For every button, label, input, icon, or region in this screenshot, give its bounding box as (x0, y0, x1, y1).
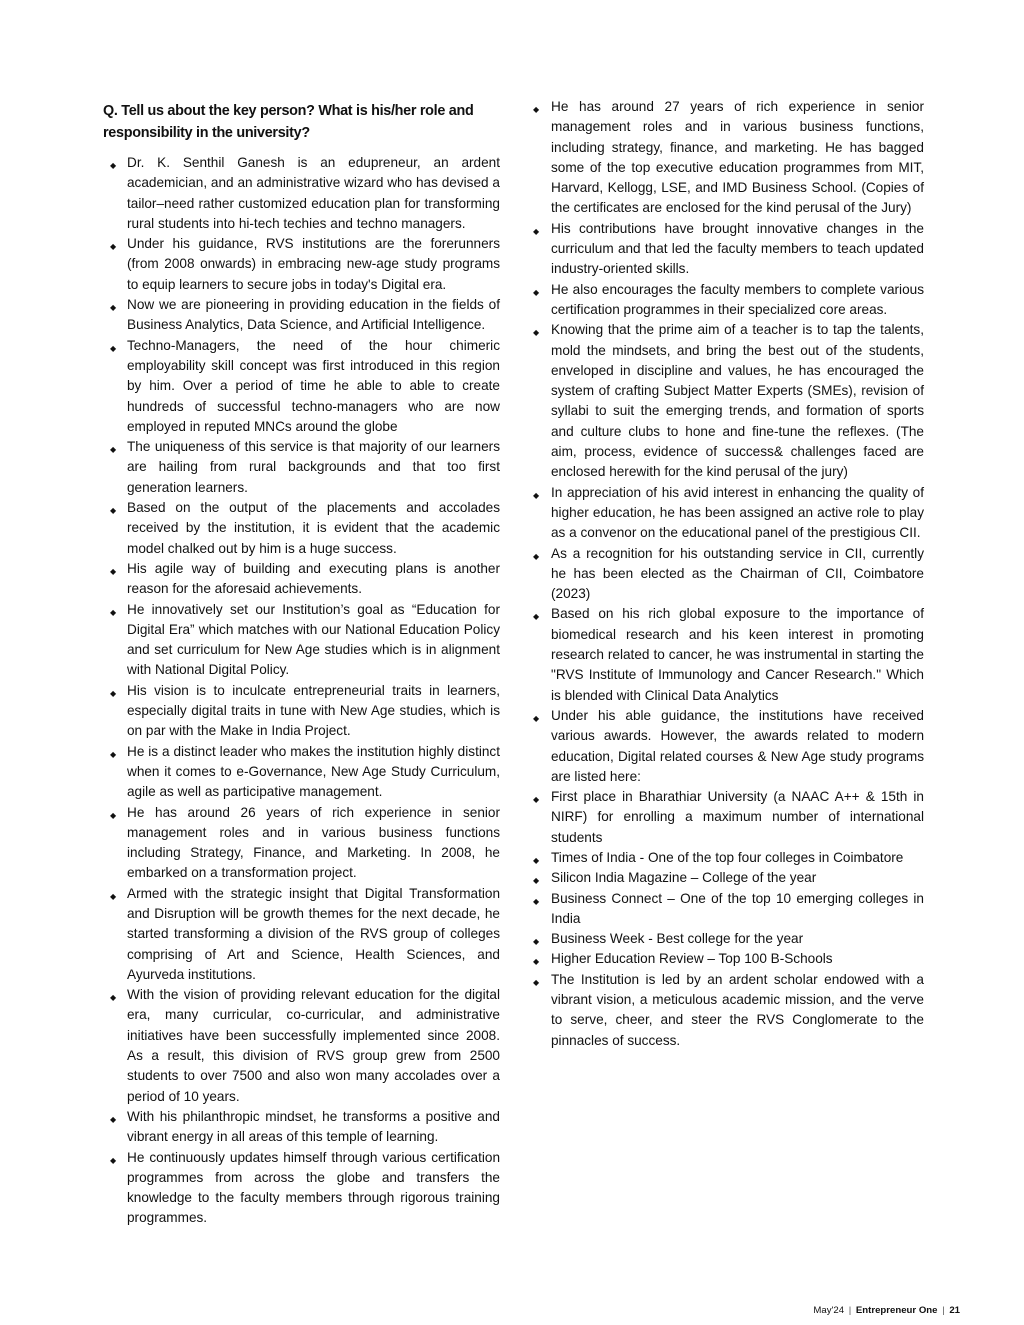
list-item (103, 336, 500, 437)
diamond-bullet-icon: ◆ (110, 688, 117, 698)
list-item (103, 742, 500, 803)
list-item (103, 1148, 500, 1229)
list-item (531, 889, 924, 930)
bullet-text: Armed with the strategic insight that Digital Transformation and Disruption will be growth themes for the next decade, he started transforming a division of the RVS group of colleges comprising of Art and Science, Health Sciences, and Ayurveda institutions. (127, 885, 500, 982)
diamond-bullet-icon: ◆ (110, 242, 117, 252)
bullet-text: Based on the output of the placements and accolades received by the institution, it is evident that the academic model chalked out by him is a huge success. (127, 500, 500, 556)
bullet-text: He has around 27 years of rich experience in senior management roles and in various business functions, including strategy, finance, and marketing. He has bagged some of the top executive education programmes from MIT, Harvard, Kellogg, LSE, and IMD Business School. (Copies of the certificates are enclosed for the kind perusal of the Jury) (551, 99, 924, 216)
list-item (531, 848, 924, 868)
list-item (531, 320, 924, 482)
list-item (531, 949, 924, 969)
bullet-text: Dr. K. Senthil Ganesh is an edupreneur, an ardent academician, and an administrative wizard who has devised a tailor–need rather customized education plan for transforming rural students into hi-tech techies and techno managers. (127, 155, 500, 231)
diamond-bullet-icon: ◆ (110, 749, 117, 759)
list-item (531, 706, 924, 787)
bullet-text: As a recognition for his outstanding service in CII, currently he has been elected as the Chairman of CII, Coimbatore (2023) (551, 545, 924, 602)
bullet-text: Under his guidance, RVS institutions are the forerunners (from 2008 onwards) in embracing new-age study programs to equip learners to secure jobs in today's Digital era. (127, 236, 500, 292)
diamond-bullet-icon: ◆ (110, 810, 117, 820)
bullet-text: With the vision of providing relevant education for the digital era, many curricular, co-curricular, and administrative initiatives have been successfully implemented since 2008. As a result, this division of RVS group grew from 2500 students to over 7500 and also won many accolades over a period of 10 years. (127, 987, 500, 1104)
list-item (103, 234, 500, 295)
left-column (103, 97, 500, 1229)
bullet-text: Silicon India Magazine – College of the year (551, 870, 817, 886)
list-item (531, 544, 924, 605)
diamond-bullet-icon: ◆ (533, 490, 540, 500)
list-item (531, 604, 924, 705)
diamond-bullet-icon: ◆ (533, 612, 540, 622)
bullet-text: He has around 26 years of rich experience in senior management roles and in various business functions including Strategy, Finance, and Marketing. In 2008, he embarked on a transformation project. (127, 804, 500, 881)
list-item (103, 1107, 500, 1148)
bullet-text: His vision is to inculcate entrepreneurial traits in learners, especially digital traits in tune with New Age studies, which is on par with the Make in India Project. (127, 682, 500, 739)
list-item (103, 437, 500, 498)
diamond-bullet-icon: ◆ (533, 876, 540, 886)
diamond-bullet-icon: ◆ (533, 226, 540, 236)
diamond-bullet-icon: ◆ (533, 287, 540, 297)
diamond-bullet-icon: ◆ (110, 1155, 117, 1165)
bullet-text: Times of India - One of the top four colleges in Coimbatore (551, 849, 904, 865)
bullet-text: Techno-Managers, the need of the hour chimeric employability skill concept was first introduced in this region by him. Over a period of time he able to able to create hundreds of successful techno-managers who are now employed in reputed MNCs around the globe (127, 337, 500, 434)
bullet-text: Now we are pioneering in providing education in the fields of Business Analytics, Data Science, and Artificial Intelligence. (127, 297, 500, 333)
list-item (103, 295, 500, 336)
diamond-bullet-icon: ◆ (110, 161, 117, 170)
interview-question: Q. Tell us about the key person? What is his/her role and responsibility in the university? (103, 103, 474, 141)
list-item (531, 970, 924, 1051)
diamond-bullet-icon: ◆ (533, 328, 540, 338)
diamond-bullet-icon: ◆ (110, 506, 117, 516)
diamond-bullet-icon: ◆ (110, 993, 117, 1003)
bullet-text: He innovatively set our Institution’s goal as “Education for Digital Era” which matches with our National Education Policy and set curriculum for New Age studies which is in alignment with National Digital Policy. (127, 601, 500, 678)
list-item (531, 868, 924, 888)
bullet-text: Business Week - Best college for the year (551, 931, 804, 947)
diamond-bullet-icon: ◆ (110, 343, 117, 353)
bullet-text: He continuously updates himself through various certification programmes from across the globe and transfers the knowledge to the faculty members through rigorous training programmes. (127, 1149, 500, 1226)
list-item (103, 600, 500, 681)
list-item (103, 985, 500, 1107)
list-item (103, 498, 500, 559)
diamond-bullet-icon: ◆ (533, 795, 540, 805)
list-item (103, 681, 500, 742)
list-item (103, 884, 500, 985)
footer-separator: | (848, 1305, 852, 1316)
bullet-text: Under his able guidance, the institutions have received various awards. However, the awards related to modern education, Digital related courses & New Age study programs are listed here: (551, 707, 924, 784)
right-column (531, 97, 924, 1051)
diamond-bullet-icon: ◆ (110, 1114, 117, 1124)
diamond-bullet-icon: ◆ (533, 937, 540, 947)
diamond-bullet-icon: ◆ (110, 303, 117, 313)
diamond-bullet-icon: ◆ (533, 977, 540, 987)
bullet-text: With his philanthropic mindset, he transforms a positive and vibrant energy in all areas of this temple of learning. (127, 1108, 500, 1145)
bullet-text: Business Connect – One of the top 10 emerging colleges in India (551, 890, 924, 926)
list-item (103, 803, 500, 884)
diamond-bullet-icon: ◆ (533, 855, 540, 865)
footer-publication: Entrepreneur One (855, 1305, 938, 1316)
diamond-bullet-icon: ◆ (110, 566, 117, 576)
list-item (103, 153, 500, 234)
bullet-text: The Institution is led by an ardent scholar endowed with a vibrant vision, a meticulous academic mission, and the verve to serve, cheer, and steer the RVS Conglomerate to the pinnacles of success. (551, 971, 924, 1048)
diamond-bullet-icon: ◆ (533, 551, 540, 561)
bullet-text: He is a distinct leader who makes the institution highly distinct when it comes to e-Governance, New Age Study Curriculum, agile as well as participative management. (127, 743, 500, 800)
list-item (531, 280, 924, 321)
bullet-text: First place in Bharathiar University (a NAAC A++ & 15th in NIRF) for enrolling a maximum number of international students (551, 789, 924, 845)
footer-separator: | (942, 1305, 945, 1316)
list-item (531, 97, 924, 219)
diamond-bullet-icon: ◆ (533, 713, 540, 723)
bullet-text: In appreciation of his avid interest in enhancing the quality of higher education, he has been assigned an active role to play as a convenor on the educational panel of the prestigious CII. (551, 484, 924, 541)
diamond-bullet-icon: ◆ (110, 445, 117, 455)
footer-issue: May'24 (813, 1305, 845, 1316)
diamond-bullet-icon: ◆ (533, 105, 540, 114)
list-item (531, 219, 924, 280)
list-item (531, 929, 924, 949)
bullet-text: Knowing that the prime aim of a teacher is to tap the talents, mold the mindsets, and bring the best out of the students, enveloped in discipline and values, he has encouraged the system of crafting Subject Matter Experts (SMEs), revision of syllabi to suit the emerging trends, and formation of sports and culture clubs to hone and fine-tune the reflexes. (The aim, process, evidence of success& challenges faced are enclosed herewith for the kind perusal of the jury) (551, 322, 924, 480)
page-footer (813, 1305, 960, 1316)
bullet-text: Higher Education Review – Top 100 B-Schools (551, 951, 833, 967)
list-item (531, 787, 924, 848)
bullet-text: Based on his rich global exposure to the importance of biomedical research and his keen interest in promoting research related to cancer, he was instrumental in starting the "RVS Institute of Immunology and Cancer Research." Which is blended with Clinical Data Analytics (551, 606, 924, 703)
diamond-bullet-icon: ◆ (110, 607, 117, 617)
diamond-bullet-icon: ◆ (110, 891, 117, 901)
list-item (103, 559, 500, 600)
bullet-text: The uniqueness of this service is that majority of our learners are hailing from rural backgrounds and that too first generation learners. (127, 439, 500, 495)
diamond-bullet-icon: ◆ (533, 896, 540, 906)
right-bullet-list (531, 97, 924, 1051)
list-item (531, 483, 924, 544)
bullet-text: His contributions have brought innovative changes in the curriculum and that led the faculty members to teach updated industry-oriented skills. (551, 220, 924, 277)
page-number: 21 (949, 1305, 960, 1316)
bullet-text: He also encourages the faculty members to complete various certification programmes in their specialized core areas. (551, 281, 924, 317)
bullet-text: His agile way of building and executing plans is another reason for the aforesaid achievements. (127, 560, 500, 597)
diamond-bullet-icon: ◆ (533, 957, 540, 967)
left-bullet-list (103, 153, 500, 1229)
